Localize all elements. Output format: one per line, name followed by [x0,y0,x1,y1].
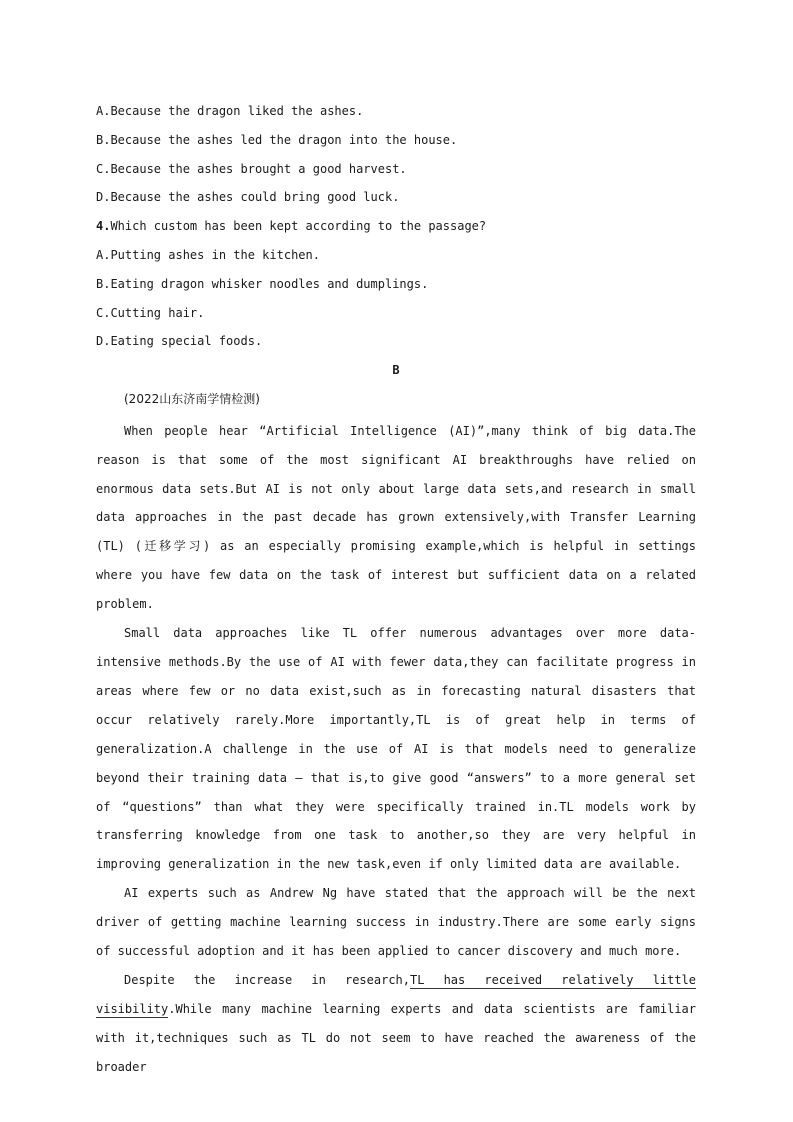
passage-body [96,417,696,1082]
section-heading: B [392,363,400,378]
q4-option-a: A.Putting ashes in the kitchen. [96,247,320,262]
q4-option-c: C.Cutting hair. [96,305,205,320]
q4-stem [96,215,696,244]
q3-option-a: A.Because the dragon liked the ashes. [96,104,364,118]
q3-option-b: B.Because the ashes led the dragon into the house. [96,132,458,147]
underlined-phrase: TL has received relatively little visibility [96,972,696,1016]
paragraph-1: When people hear “Artificial Intelligence (AI)”,many think of big data.The reason is that some of the most significant AI breakthroughs have relied on enormous data sets.But AI is not only about large data sets,and research in small data approaches in the past decade has grown extensively,with Transfer Learning (TL) (迁移学习) as an especially promising example,which is helpful in settings where you have few data on the task of interest but sufficient data on a related problem. [96,423,696,612]
q3-option-c: C.Because the ashes brought a good harvest. [96,161,407,176]
paragraph-3: AI experts such as Andrew Ng have stated that the approach will be the next driver of getting machine learning success in industry.There are some early signs of successful adoption and it has been applied to cancer discovery and much more. [96,886,696,959]
q4-option-d: D.Eating special foods. [96,334,263,349]
paragraph-2: Small data approaches like TL offer numerous advantages over more data-intensive methods.By the use of AI with fewer data,they can facilitate progress in areas where few or no data exist,such as in forecasting natural disasters that occur relatively rarely.More importantly,TL is of great help in terms of generalization.A challenge in the use of AI is that models need to generalize beyond their training data — that is,to give good “answers” to a more general set of “questions” than what they were specifically trained in.TL models work by transferring knowledge from one task to another,so they are very helpful in improving generalization in the new task,even if only limited data are available. [96,626,696,872]
passage-source: (2022山东济南学情检测) [124,391,260,406]
exam-page [96,100,696,1082]
q4-option-b: B.Eating dragon whisker noodles and dumplings. [96,276,429,291]
q4-number: 4. [96,219,111,234]
q3-option-d: D.Because the ashes could bring good luck. [96,190,400,205]
paragraph-4-rest: .While many machine learning experts and data scientists are familiar with it,techniques such as TL do not seem to have reached the awareness of the broader [96,1001,696,1074]
paragraph-4-start: Despite the increase in research, [124,972,410,987]
q4-text: Which custom has been kept according to the passage? [110,219,487,234]
paragraph-4 [96,966,696,1082]
